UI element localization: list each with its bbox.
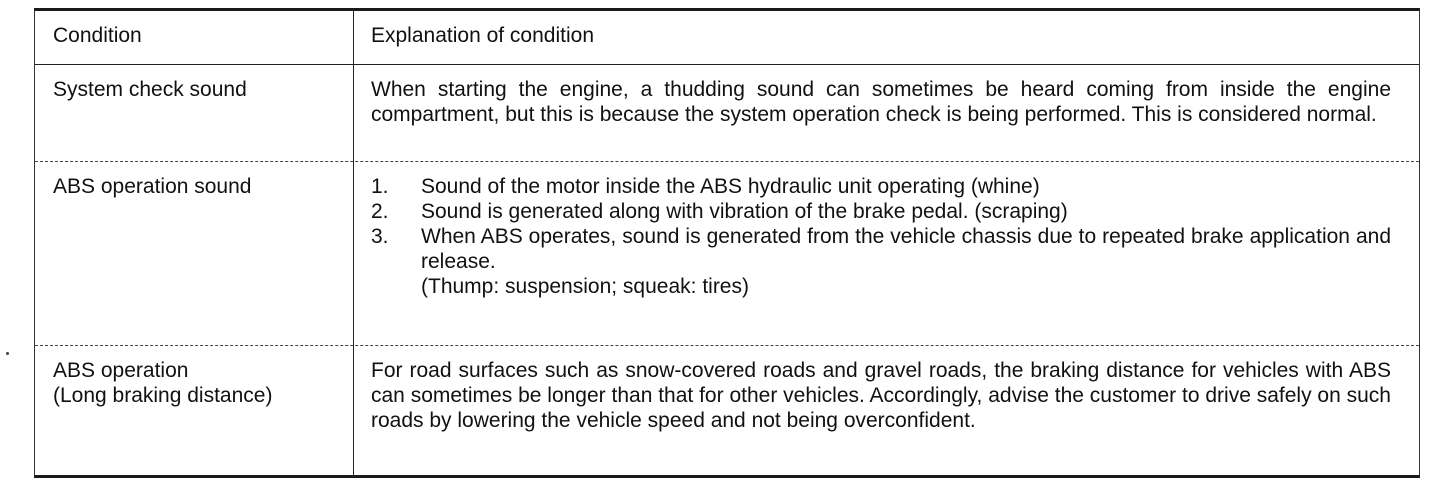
explanation-cell [371, 174, 1391, 299]
list-text: When ABS operates, sound is generated from the vehicle chassis due to repeated brake application and release. [421, 225, 1391, 273]
explanation-cell: When starting the engine, a thudding sound can sometimes be heard coming from inside the engine compartment, but this is because the system operation check is being performed. This is considered normal. [371, 78, 1391, 126]
header-condition: Condition [53, 24, 142, 47]
condition-line-2: (Long braking distance) [53, 384, 273, 407]
list-number: 3. [371, 225, 389, 248]
list-text: Sound of the motor inside the ABS hydraulic unit operating (whine) [421, 175, 1040, 198]
list-number: 1. [371, 175, 389, 198]
table-row [35, 161, 1419, 345]
list-number: 2. [371, 200, 389, 223]
sound-list [371, 174, 1391, 274]
list-text: Sound is generated along with vibration of the brake pedal. (scraping) [421, 200, 1068, 223]
table-row [35, 345, 1419, 478]
list-note: (Thump: suspension; squeak: tires) [421, 275, 749, 298]
list-item [371, 224, 1391, 274]
margin-dot [6, 352, 9, 355]
table-row [35, 64, 1419, 161]
condition-table [34, 8, 1420, 478]
condition-cell: System check sound [53, 78, 247, 101]
list-item [371, 174, 1391, 199]
condition-cell [53, 358, 343, 408]
list-item [371, 199, 1391, 224]
condition-cell: ABS operation sound [53, 175, 252, 198]
condition-line-1: ABS operation [53, 359, 189, 382]
table-header-row [35, 11, 1419, 64]
explanation-cell: For road surfaces such as snow-covered roads and gravel roads, the braking distance for vehicles with ABS can sometimes be longer than that for other vehicles. Accordingly, advise the customer to drive safely on such roads by lowering the vehicle speed and not being overconfident. [371, 359, 1391, 432]
header-explanation: Explanation of condition [371, 24, 594, 47]
